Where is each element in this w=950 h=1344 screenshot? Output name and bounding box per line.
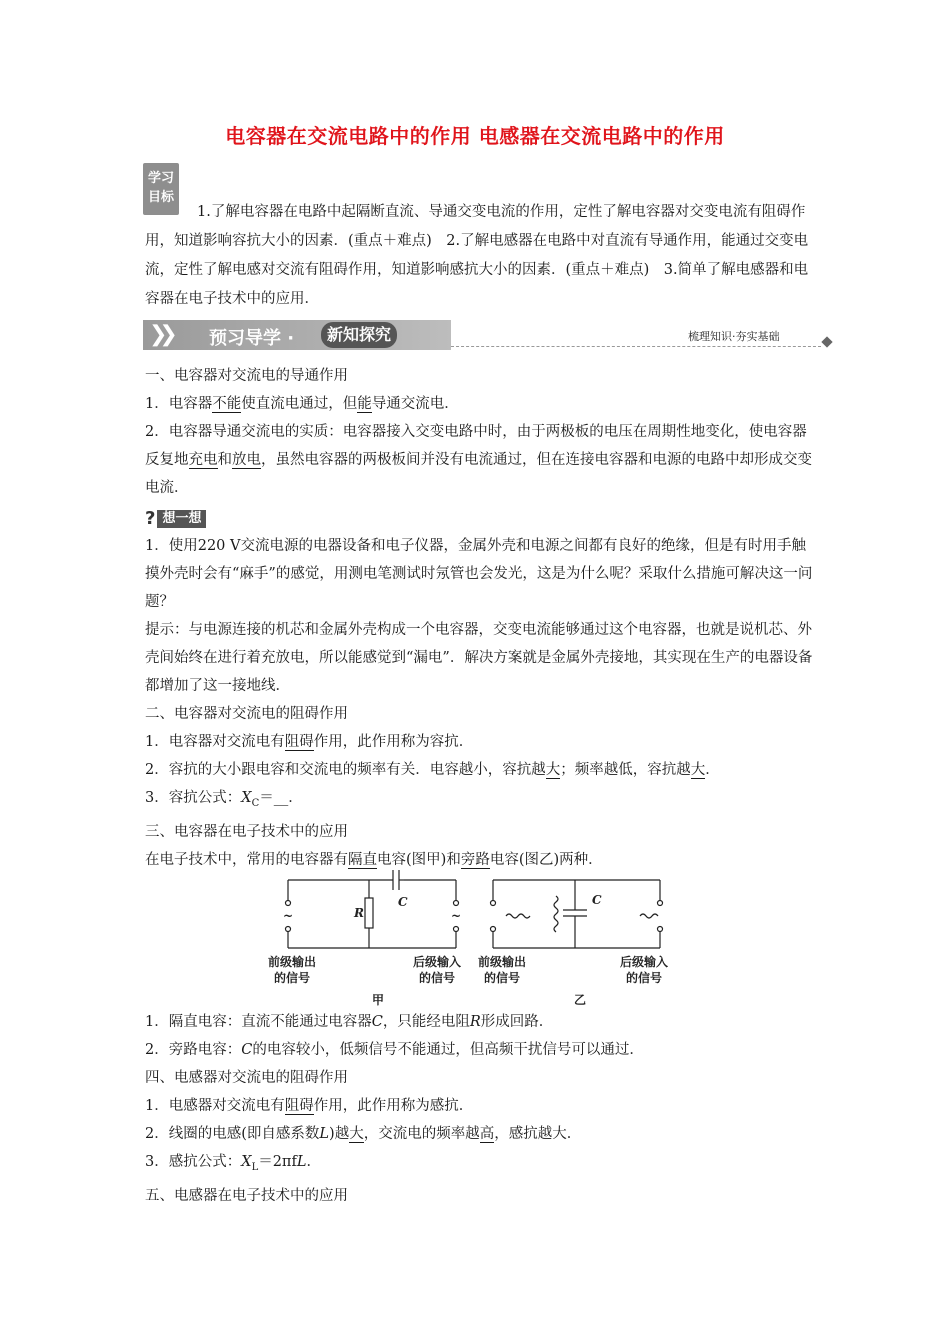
paragraph: 1．电容器对交流电有阻碍作用，此作用称为容抗． (145, 734, 474, 750)
think-label: 想一想 (157, 510, 206, 528)
figure-caption-a: 甲 (372, 993, 385, 1007)
section-1 (145, 362, 815, 874)
think-answer: 提示：与电源连接的机芯和金属外壳构成一个电容器，交变电流能够通过这个电容器，也就是说机芯、外壳间始终在进行着充放电，所以能感觉到“漏电”．解决方案就是金属外壳接地，其实现在生产的电器设备都增加了这一接地线． (145, 622, 813, 694)
diamond-icon (821, 336, 832, 347)
page-title: 电容器在交流电路中的作用 电感器在交流电路中的作用 (225, 124, 725, 148)
circuit-diagram (268, 870, 688, 1010)
paragraph: 2．容抗的大小跟电容和交流电的频率有关．电容越小，容抗越大；频率越低，容抗越大． (145, 762, 720, 778)
paragraph: 在电子技术中，常用的电容器有隔直电容(图甲)和旁路电容(图乙)两种． (145, 851, 603, 868)
left-input-label-2: 的信号 (274, 971, 311, 985)
left-output-label-2: 的信号 (419, 971, 456, 985)
fill-blank: 放电 (232, 452, 261, 468)
paragraph: 1．电感器对交流电有阻碍作用，此作用称为感抗． (145, 1098, 474, 1114)
fill-blank: 充电 (188, 452, 218, 468)
right-input-label-2: 的信号 (484, 971, 521, 985)
learning-goal-text: 1.了解电容器在电路中起隔断直流、导通交变电流的作用，定性了解电容器对交变电流有阻碍作用，知道影响容抗大小的因素．(重点＋难点) 2.了解电感器在电路中对直流有导通作用，能通过交变电流，定性了解电感对交流有阻碍作用，知道影响感抗大小的因素．(重点＋难点) 3.简单了解电感器和电容器在电子技术中的应用． (145, 204, 809, 307)
section-heading: 三、电容器在电子技术中的应用 (145, 823, 348, 840)
paragraph: 2．旁路电容：C的电容较小，低频信号不能通过，但高频干扰信号可以通过． (145, 1042, 644, 1058)
fill-blank: 隔直 (348, 851, 377, 868)
banner-title: 预习导学 · (209, 328, 295, 349)
badge-line-1: 学习 (147, 171, 174, 186)
section-3-continued (145, 1008, 815, 1210)
section-heading: 一、电容器对交流电的导通作用 (145, 368, 348, 384)
right-input-label: 前级输出 (478, 955, 527, 969)
paragraph: 3．感抗公式：$X_L=2\pi fL$． (145, 1154, 321, 1173)
fill-blank: 阻碍 (284, 1098, 314, 1114)
section-heading: 五、电感器在电子技术中的应用 (145, 1187, 348, 1204)
banner-bar (143, 320, 451, 350)
section-heading: 四、电感器对交流电的阻碍作用 (145, 1070, 348, 1086)
fill-blank: 大 (349, 1126, 364, 1142)
banner-divider (451, 346, 821, 347)
paragraph: 1．隔直电容：直流不能通过电容器C，只能经电阻R形成回路． (145, 1014, 554, 1030)
resistor-label: R (354, 906, 364, 920)
double-chevron-icon: ❯❯ (149, 322, 170, 347)
banner-subtitle: 新知探究 (321, 322, 397, 348)
right-output-label: 后级输入 (620, 955, 669, 969)
formula-blank: __ (273, 790, 289, 806)
capacitor-label: C (398, 895, 408, 909)
fill-blank: 能 (357, 396, 372, 412)
banner-tagline: 梳理知识·夯实基础 (688, 330, 780, 343)
think-question: 1．使用220 V交流电源的电器设备和电子仪器，金属外壳和电源之间都有良好的绝缘，但是有时用手触摸外壳时会有“麻手”的感觉，用测电笔测试时氖管也会发光，这是为什么呢？采取什么措施可解决这一问题？ (145, 538, 813, 610)
paragraph: 3．容抗公式：$X_C=\_\_$． (145, 790, 303, 809)
capacitor-label: C (592, 893, 602, 907)
question-icon: ? (145, 508, 156, 529)
section-banner (143, 320, 833, 354)
circuit-figure (268, 870, 688, 1010)
ac-symbol: ~ (282, 909, 294, 923)
fill-blank: 阻碍 (284, 734, 314, 750)
left-input-label: 前级输出 (268, 955, 317, 969)
think-marker (145, 502, 815, 532)
fill-blank: 旁路 (460, 851, 490, 868)
figure-caption-b: 乙 (574, 993, 587, 1007)
badge-line-2: 目标 (147, 190, 174, 205)
right-output-label-2: 的信号 (626, 971, 663, 985)
fill-blank: 高 (479, 1126, 495, 1142)
section-heading: 二、电容器对交流电的阻碍作用 (145, 706, 348, 722)
paragraph: 1．电容器不能使直流电通过，但能导通交流电． (145, 396, 459, 412)
ac-symbol: ~ (450, 909, 462, 923)
paragraph: 2．电容器导通交流电的实质：电容器接入交变电路中时，由于两极板的电压在周期性地变化，使电容器反复地充电和放电，虽然电容器的两极板间并没有电流通过，但在连接电容器和电源的电路中却形成交变电流． (145, 424, 812, 496)
paragraph: 2．线圈的电感(即自感系数L)越大，交流电的频率越高，感抗越大． (145, 1126, 582, 1142)
fill-blank: 不能 (212, 396, 242, 412)
fill-blank: 大 (545, 762, 561, 778)
left-output-label: 后级输入 (413, 955, 462, 969)
fill-blank: 大 (690, 762, 706, 778)
